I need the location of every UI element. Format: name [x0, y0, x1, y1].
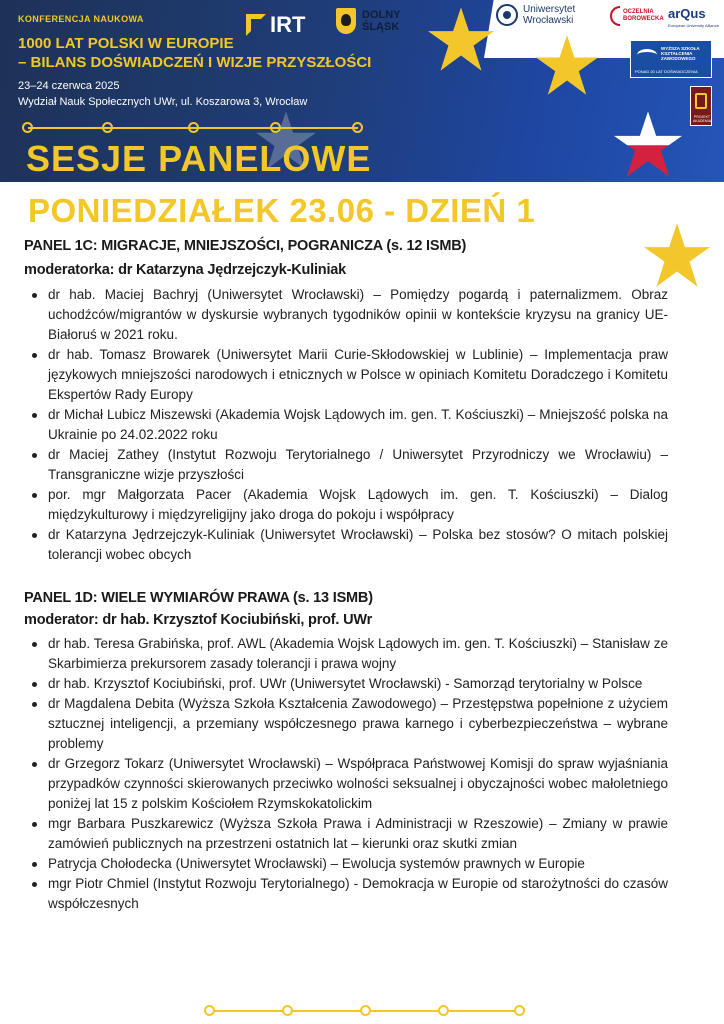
wave-icon	[637, 49, 657, 61]
eagle-shield-icon	[336, 8, 356, 34]
list-item: dr hab. Tomasz Browarek (Uniwersytet Marii Curie-Skłodowskiej w Lublinie) – Implementacja praw językowych mniejszości narodowych i etnicznych w Polsce w opiniach Komitetu Doradczego i Komitetu Ekspertów Rady Europy	[28, 345, 668, 405]
list-item: mgr Piotr Chmiel (Instytut Rozwoju Terytorialnego) - Demokracja w Europie od starożytności do czasów współczesnych	[28, 874, 668, 914]
ob-mark-icon	[610, 6, 620, 26]
ob-line2: BOROWECKA	[623, 16, 664, 22]
irt-logo	[246, 12, 305, 38]
panel-moderator: moderatorka: dr Katarzyna Jędrzejczyk-Kuliniak	[24, 262, 346, 278]
conference-date: 23–24 czerwca 2025	[18, 80, 120, 92]
list-item: Patrycja Chołodecka (Uniwersytet Wrocławski) – Ewolucja systemów prawnych w Europie	[28, 854, 668, 874]
pa-mark-icon	[695, 93, 707, 109]
day-title: PONIEDZIAŁEK 23.06 - DZIEŃ 1	[28, 192, 536, 229]
list-item: dr hab. Maciej Bachryj (Uniwersytet Wrocławski) – Pomiędzy pogardą i paternalizmem. Obraz uchodźców/migrantów w dyskursie wybranych tygodników opinii w kontekście kryzysu na granicy UE-Białoruś w 2021 roku.	[28, 285, 668, 345]
dolny-slask-text	[362, 9, 401, 33]
divider-dot	[514, 1005, 525, 1016]
wsk-subtitle: PONAD 20 LAT DOŚWIADCZENIA	[635, 69, 698, 74]
eu-star-icon	[644, 222, 710, 288]
conference-title	[18, 34, 418, 72]
wsk-logo-text	[661, 46, 700, 61]
irt-logo-text: IRT	[270, 12, 306, 37]
wsk-line3: ZAWODOWEGO	[661, 56, 696, 61]
eu-star-icon	[428, 6, 494, 72]
pa-line2: AKADEMIA	[692, 119, 712, 123]
arqus-logo: arQus	[668, 6, 706, 21]
list-item: por. mgr Małgorzata Pacer (Akademia Wojsk Lądowych im. gen. T. Kościuszki) – Dialog międzykulturowy i międzyreligijny jako droga do pokoju i współpracy	[28, 485, 668, 525]
divider-dot	[352, 122, 363, 133]
panel-speaker-list	[28, 285, 668, 565]
uwr-logo-text	[523, 4, 575, 26]
list-item: dr hab. Krzysztof Kociubiński, prof. UWr (Uniwersytet Wrocławski) - Samorząd terytorialny w Polsce	[28, 674, 668, 694]
uwr-logo	[496, 4, 575, 26]
divider-dot	[360, 1005, 371, 1016]
section-title: SESJE PANELOWE	[26, 138, 372, 179]
divider-dot	[204, 1005, 215, 1016]
panel-moderator: moderator: dr hab. Krzysztof Kociubiński, prof. UWr	[24, 612, 373, 628]
divider-dot	[188, 122, 199, 133]
arqus-subtitle: European University Alliance	[668, 23, 719, 28]
irt-mark-icon	[246, 14, 266, 36]
conference-title-line2: – BILANS DOŚWIADCZEŃ I WIZJE PRZYSZŁOŚCI	[18, 54, 372, 71]
uwr-seal-icon	[496, 4, 518, 26]
dolny-slask-line2: ŚLĄSK	[362, 21, 400, 33]
list-item: dr Grzegorz Tokarz (Uniwersytet Wrocławski) – Współpraca Państwowej Komisji do spraw wyjaśniania przypadków czynności skierowanych przeciwko wolności seksualnej i obyczajności wobec małoletniego poniżej lat 15 z polskim Kościołem Rzymskokatolickim	[28, 754, 668, 814]
list-item: dr hab. Teresa Grabińska, prof. AWL (Akademia Wojsk Lądowych im. gen. T. Kościuszki) – Stanisław ze Skarbimierza prekursorem zasady tolerancji i prawa wojny	[28, 634, 668, 674]
list-item: dr Katarzyna Jędrzejczyk-Kuliniak (Uniwersytet Wrocławski) – Polska bez stosów? O mitach polskiej tolerancji wobec obcych	[28, 525, 668, 565]
eu-star-icon	[536, 34, 598, 96]
panel-heading: PANEL 1C: MIGRACJE, MNIEJSZOŚCI, POGRANICZA (s. 12 ISMB)	[24, 238, 467, 254]
conference-place: Wydział Nauk Społecznych UWr, ul. Koszarowa 3, Wrocław	[18, 96, 308, 108]
wsk-logo	[630, 40, 712, 78]
list-item: dr Michał Lubicz Miszewski (Akademia Wojsk Lądowych im. gen. T. Kościuszki) – Mniejszość polska na Ukrainie po 24.02.2022 roku	[28, 405, 668, 445]
header-banner	[0, 0, 724, 182]
divider-dot	[282, 1005, 293, 1016]
list-item: mgr Barbara Puszkarewicz (Wyższa Szkoła Prawa i Administracji w Rzeszowie) – Zmiany w prawie zamówień publicznych na przestrzeni ostatnich lat – kierunki oraz skutki zmian	[28, 814, 668, 854]
conference-label: KONFERENCJA NAUKOWA	[18, 14, 144, 24]
uwr-line2: Wrocławski	[523, 15, 574, 26]
panel-heading: PANEL 1D: WIELE WYMIARÓW PRAWA (s. 13 ISMB)	[24, 590, 373, 606]
ob-line1: OCZELNIA	[623, 9, 654, 15]
divider-dot	[22, 122, 33, 133]
wsk-line2: KSZTAŁCENIA	[661, 51, 693, 56]
list-item: dr Magdalena Debita (Wyższa Szkoła Kształcenia Zawodowego) – Przestępstwa popełnione z użyciem sztucznej inteligencji, a przemiany współczesnego prawa karnego i cyberbezpieczeństwa – wybrane problemy	[28, 694, 668, 754]
ob-logo	[610, 6, 664, 26]
panel-speaker-list	[28, 634, 668, 914]
wsk-line1: WYŻSZA SZKOŁA	[661, 46, 700, 51]
dolny-slask-line1: DOLNY	[362, 9, 401, 21]
projekt-akademia-logo	[690, 86, 712, 126]
polish-star-icon	[614, 110, 682, 178]
ob-logo-text	[623, 9, 664, 23]
conference-title-line1: 1000 LAT POLSKI W EUROPIE	[18, 35, 234, 52]
divider-dot	[438, 1005, 449, 1016]
dolny-slask-logo	[336, 8, 401, 34]
pa-line1: PROJEKT	[693, 115, 711, 119]
divider-dot	[102, 122, 113, 133]
pa-logo-text	[692, 115, 712, 123]
list-item: dr Maciej Zathey (Instytut Rozwoju Terytorialnego / Uniwersytet Przyrodniczy we Wrocławiu) – Transgraniczne wizje przyszłości	[28, 445, 668, 485]
divider-dot	[270, 122, 281, 133]
uwr-line1: Uniwersytet	[523, 4, 576, 15]
